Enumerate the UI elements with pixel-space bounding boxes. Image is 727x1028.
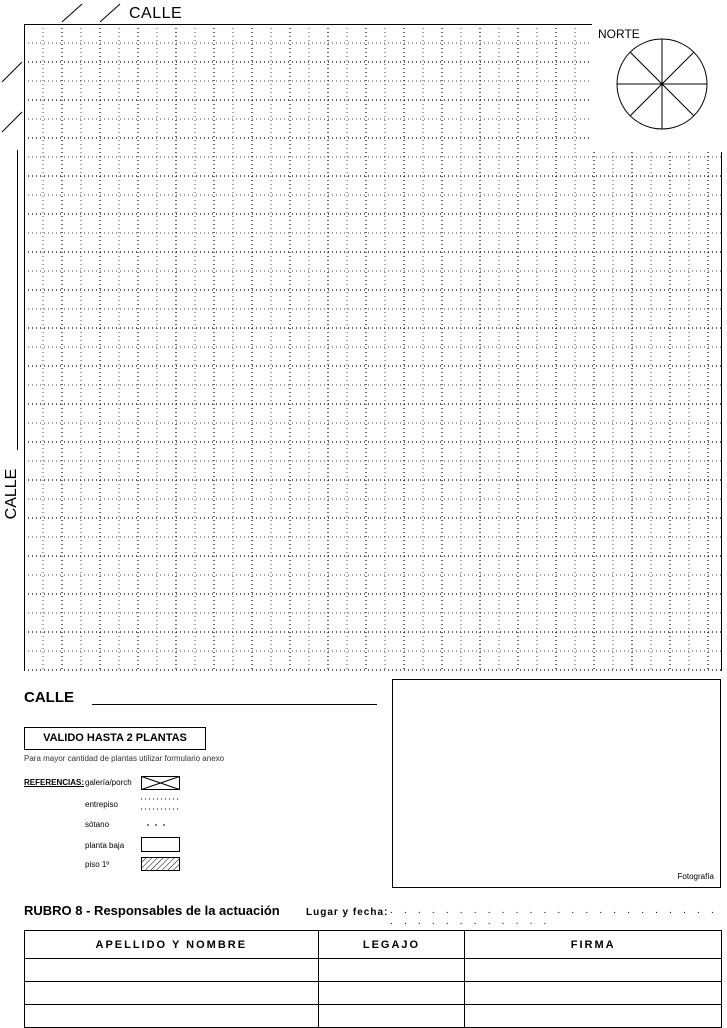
- rubro-title: RUBRO 8 - Responsables de la actuación: [24, 903, 280, 918]
- cell-name[interactable]: [25, 982, 319, 1005]
- cell-legajo[interactable]: [318, 982, 465, 1005]
- corner-diagonals: [0, 0, 130, 140]
- side-street-line: [17, 150, 18, 450]
- photo-box[interactable]: [392, 679, 721, 888]
- place-date-field[interactable]: . . . . . . . . . . . . . . . . . . . . . . . . . . . . . . . . . . . .: [390, 905, 718, 927]
- street-label-side: CALLE: [3, 468, 20, 520]
- references-title: REFERENCIAS:: [24, 778, 85, 787]
- hatched-box-swatch: [141, 857, 180, 871]
- validity-note: Para mayor cantidad de plantas utilizar formulario anexo: [24, 754, 225, 763]
- street-label-top: CALLE: [129, 5, 183, 22]
- table-row: [25, 982, 722, 1005]
- table-row: [25, 959, 722, 982]
- table-row: [25, 1005, 722, 1028]
- reference-label-planta-baja: planta baja: [85, 841, 125, 850]
- header-name: APELLIDO Y NOMBRE: [25, 931, 319, 959]
- cell-legajo[interactable]: [318, 959, 465, 982]
- cell-firma[interactable]: [465, 1005, 722, 1028]
- north-label: NORTE: [598, 27, 640, 41]
- street-field-label: CALLE: [24, 689, 74, 706]
- cell-firma[interactable]: [465, 982, 722, 1005]
- cell-firma[interactable]: [465, 959, 722, 982]
- cell-name[interactable]: [25, 959, 319, 982]
- dotted-swatch: [141, 797, 180, 811]
- responsibles-table: [24, 930, 722, 1028]
- plain-box-swatch: [141, 837, 180, 852]
- dashed-swatch: [141, 818, 180, 832]
- header-legajo: LEGAJO: [318, 931, 465, 959]
- street-field-input[interactable]: [92, 704, 377, 705]
- reference-label-sotano: sótano: [85, 820, 110, 829]
- cell-name[interactable]: [25, 1005, 319, 1028]
- photo-label: Fotografía: [677, 872, 714, 881]
- reference-label-gallery: galería/porch: [85, 778, 132, 787]
- reference-label-entrepiso: entrepiso: [85, 800, 118, 809]
- reference-label-piso: piso 1º: [85, 860, 110, 869]
- place-date-label: Lugar y fecha:: [306, 907, 389, 918]
- table-header-row: [25, 931, 722, 959]
- cell-legajo[interactable]: [318, 1005, 465, 1028]
- crossed-box-swatch: [141, 776, 180, 790]
- validity-box: VALIDO HASTA 2 PLANTAS: [24, 727, 206, 750]
- north-compass-icon: [615, 37, 709, 131]
- header-firma: FIRMA: [465, 931, 722, 959]
